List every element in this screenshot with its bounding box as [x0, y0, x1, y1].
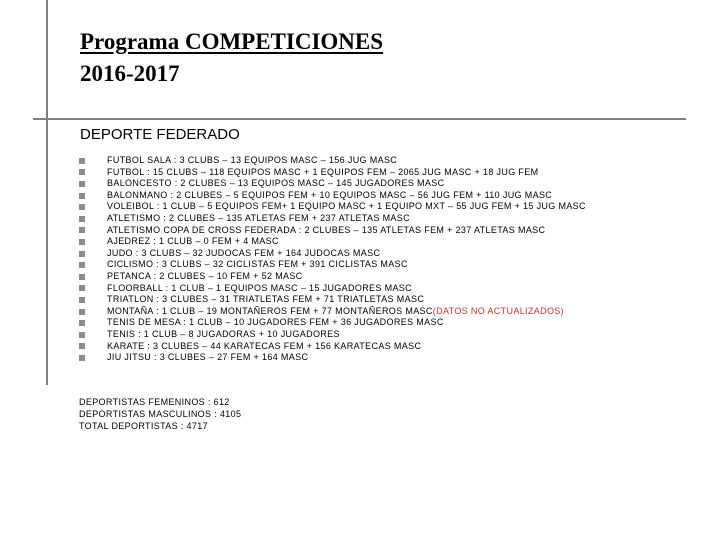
list-item-text: FUTBOL : 15 CLUBS – 118 EQUIPOS MASC + 1 EQUIPOS FEM – 2065 JUG MASC + 18 JUG FEM: [107, 166, 539, 177]
bullet-square-icon: [79, 204, 85, 210]
list-item: [79, 306, 586, 318]
bullet-square-icon: [79, 239, 85, 245]
list-item: [79, 248, 586, 260]
bullet-square-icon: [79, 320, 85, 326]
list-item: [79, 190, 586, 202]
bullet-square-icon: [79, 227, 85, 233]
list-item: [79, 178, 586, 190]
list-item: [79, 352, 586, 364]
bullet-square-icon: [79, 158, 85, 164]
total-female: DEPORTISTAS FEMENINOS : 612: [79, 397, 230, 407]
vertical-rule: [46, 0, 48, 385]
horizontal-rule: [33, 118, 686, 120]
list-item: [79, 259, 586, 271]
title-line-2: 2016-2017: [80, 61, 180, 86]
bullet-square-icon: [79, 216, 85, 222]
bullet-square-icon: [79, 274, 85, 280]
bullet-square-icon: [79, 355, 85, 361]
bullet-square-icon: [79, 262, 85, 268]
list-item-text: TENIS : 1 CLUB – 8 JUGADORAS + 10 JUGADORES: [107, 328, 340, 339]
bullet-square-icon: [79, 343, 85, 349]
total-all: TOTAL DEPORTISTAS : 4717: [79, 421, 208, 431]
bullet-square-icon: [79, 193, 85, 199]
bullet-square-icon: [79, 332, 85, 338]
list-item-text: JIU JITSU : 3 CLUBES – 27 FEM + 164 MASC: [107, 352, 309, 363]
bullet-square-icon: [79, 297, 85, 303]
list-item-text: FLOORBALL : 1 CLUB – 1 EQUIPOS MASC – 15 JUGADORES MASC: [107, 282, 413, 293]
list-item-text: CICLISMO : 3 CLUBS – 32 CICLISTAS FEM + 391 CICLISTAS MASC: [107, 259, 408, 270]
sports-list: [79, 155, 586, 364]
list-item-text: TRIATLON : 3 CLUBES – 31 TRIATLETAS FEM + 71 TRIATLETAS MASC: [107, 294, 425, 305]
list-item: [79, 167, 586, 179]
list-item: [79, 317, 586, 329]
list-item-text: PETANCA : 2 CLUBES – 10 FEM + 52 MASC: [107, 270, 303, 281]
list-item-text: BALONMANO : 2 CLUBES – 5 EQUIPOS FEM + 10 EQUIPOS MASC – 56 JUG FEM + 110 JUG MASC: [107, 189, 553, 200]
totals-block: [79, 396, 241, 432]
total-male: DEPORTISTAS MASCULINOS : 4105: [79, 409, 242, 419]
list-item-text: JUDO : 3 CLUBS – 32 JUDOCAS FEM + 164 JUDOCAS MASC: [107, 247, 381, 258]
list-item-text: ATLETISMO COPA DE CROSS FEDERADA : 2 CLUBES – 135 ATLETAS FEM + 237 ATLETAS MASC: [107, 224, 546, 235]
bullet-square-icon: [79, 181, 85, 187]
list-item-text: FUTBOL SALA : 3 CLUBS – 13 EQUIPOS MASC – 156 JUG MASC: [107, 155, 398, 165]
slide-title: [80, 26, 383, 90]
bullet-square-icon: [79, 169, 85, 175]
list-item: [79, 283, 586, 295]
section-heading: DEPORTE FEDERADO: [80, 126, 240, 143]
list-item: [79, 236, 586, 248]
list-item-text: KARATE : 3 CLUBES – 44 KARATECAS FEM + 156 KARATECAS MASC: [107, 340, 422, 351]
list-item-text: ATLETISMO : 2 CLUBES – 135 ATLETAS FEM + 237 ATLETAS MASC: [107, 212, 410, 223]
list-item-text: VOLEIBOL : 1 CLUB – 5 EQUIPOS FEM+ 1 EQUIPO MASC + 1 EQUIPO MXT – 55 JUG FEM + 15 JUG MASC: [107, 201, 586, 212]
list-item-text: TENIS DE MESA : 1 CLUB – 10 JUGADORES FEM + 36 JUGADORES MASC: [107, 317, 444, 328]
list-item: [79, 294, 586, 306]
list-item: [79, 213, 586, 225]
list-item-text: MONTAÑA : 1 CLUB – 19 MONTAÑEROS FEM + 77 MONTAÑEROS MASC: [107, 305, 433, 316]
bullet-square-icon: [79, 251, 85, 257]
list-item-text: AJEDREZ : 1 CLUB – 0 FEM + 4 MASC: [107, 236, 279, 247]
list-item: [79, 201, 586, 213]
list-item: [79, 329, 586, 341]
bullet-square-icon: [79, 285, 85, 291]
list-item: [79, 271, 586, 283]
list-item-text: BALONCESTO : 2 CLUBES – 13 EQUIPOS MASC – 145 JUGADORES MASC: [107, 178, 445, 189]
bullet-square-icon: [79, 309, 85, 315]
list-item: [79, 225, 586, 237]
list-item: [79, 155, 586, 167]
list-item-note: (DATOS NO ACTUALIZADOS): [432, 305, 564, 316]
list-item: [79, 341, 586, 353]
title-line-1: Programa COMPETICIONES: [80, 29, 384, 54]
